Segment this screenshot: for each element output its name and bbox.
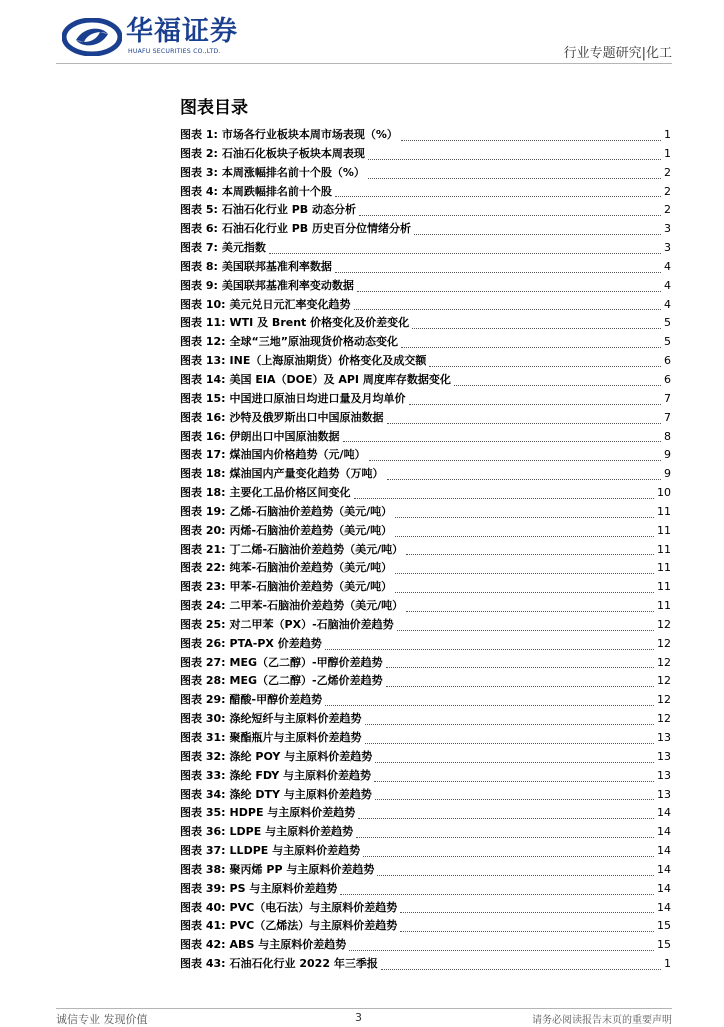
toc-dot-leader: [414, 233, 661, 235]
toc-entry-title: LLDPE 与主原料价差趋势: [229, 844, 361, 858]
toc-entry[interactable]: [180, 823, 671, 842]
toc-entry[interactable]: [180, 729, 671, 748]
toc-entry[interactable]: [180, 804, 671, 823]
toc-entry[interactable]: [180, 541, 671, 560]
toc-dot-leader: [429, 365, 661, 367]
toc-entry-label: 图表 1:: [180, 128, 218, 141]
toc-entry-label: 图表 16:: [180, 429, 226, 443]
toc-dot-leader: [387, 422, 661, 424]
toc-entry-label: 图表 9:: [180, 278, 218, 292]
toc-entry-title: 石油石化行业 PB 历史百分位情绪分析: [221, 222, 411, 236]
toc-entry-label: 图表 3:: [180, 165, 218, 179]
toc-title: 图表目录: [180, 98, 248, 118]
toc-entry-page: 14: [657, 806, 671, 820]
toc-dot-leader: [343, 440, 661, 442]
report-category: 行业专题研究|化工: [563, 46, 672, 61]
toc-dot-leader: [340, 893, 654, 895]
toc-entry[interactable]: [180, 409, 671, 428]
toc-dot-leader: [386, 685, 654, 687]
toc-entry-title: MEG（乙二醇）-甲醇价差趋势: [229, 655, 383, 669]
toc-entry-title: 对二甲苯（PX）-石脑油价差趋势: [229, 617, 394, 631]
toc-entry-label: 图表 25:: [180, 617, 226, 631]
toc-entry-label: 图表 39:: [180, 881, 226, 895]
toc-dot-leader: [395, 591, 654, 593]
toc-entry-page: 14: [657, 825, 671, 839]
toc-entry-label: 图表 26:: [180, 636, 226, 650]
toc-entry-page: 9: [664, 467, 671, 481]
toc-dot-leader: [357, 290, 661, 292]
toc-entry-page: 10: [657, 486, 671, 500]
toc-entry-label: 图表 37:: [180, 844, 226, 858]
toc-entry-title: 煤油国内产量变化趋势（万吨）: [229, 467, 384, 481]
toc-dot-leader: [365, 742, 654, 744]
toc-entry[interactable]: [180, 710, 671, 729]
toc-entry[interactable]: [180, 936, 671, 955]
toc-entry[interactable]: [180, 748, 671, 767]
toc-entry-label: 图表 18:: [180, 467, 226, 481]
toc-entry-label: 图表 14:: [180, 372, 226, 386]
toc-entry[interactable]: [180, 899, 671, 918]
toc-entry-page: 11: [657, 523, 671, 537]
toc-entry[interactable]: [180, 465, 671, 484]
toc-entry-label: 图表 31:: [180, 731, 226, 744]
toc-entry-title: HDPE 与主原料价差趋势: [229, 806, 356, 820]
toc-dot-leader: [335, 271, 661, 273]
toc-entry-page: 11: [657, 504, 671, 518]
toc-entry-title: 煤油国内价格趋势（元/吨）: [229, 448, 366, 462]
toc-entry[interactable]: [180, 371, 671, 390]
toc-entry[interactable]: [180, 503, 671, 522]
toc-entry[interactable]: [180, 201, 671, 220]
toc-entry-page: 3: [664, 241, 671, 255]
toc-entry-title: 全球“三地”原油现货价格动态变化: [229, 335, 399, 349]
toc-entry[interactable]: [180, 672, 671, 691]
toc-entry-label: 图表 5:: [180, 203, 218, 217]
toc-entry-label: 图表 6:: [180, 222, 218, 236]
toc-dot-leader: [356, 836, 654, 838]
toc-entry-page: 9: [664, 448, 671, 462]
toc-entry-label: 图表 43:: [180, 957, 226, 971]
toc-entry[interactable]: [180, 428, 671, 447]
toc-entry-label: 图表 27:: [180, 655, 226, 669]
toc-dot-leader: [368, 158, 661, 160]
toc-entry-title: 市场各行业板块本周市场表现（%）: [221, 128, 398, 141]
toc-entry-title: 石油石化行业 PB 动态分析: [221, 203, 356, 217]
toc-entry-page: 12: [657, 617, 671, 631]
footer-disclaimer: 请务必阅读报告末页的重要声明: [532, 1015, 672, 1026]
toc-entry-page: 3: [664, 222, 671, 236]
toc-entry[interactable]: [180, 522, 671, 541]
toc-entry-title: 涤纶 POY 与主原料价差趋势: [229, 749, 373, 763]
toc-entry-title: PVC（乙烯法）与主原料价差趋势: [229, 919, 398, 933]
toc-entry-page: 11: [657, 542, 671, 556]
toc-entry[interactable]: [180, 635, 671, 654]
toc-entry[interactable]: [180, 880, 671, 899]
toc-list: [180, 126, 671, 974]
toc-dot-leader: [358, 817, 654, 819]
toc-entry-title: 美元兑日元汇率变化趋势: [229, 297, 351, 311]
toc-entry[interactable]: [180, 616, 671, 635]
toc-entry-page: 1: [664, 146, 671, 160]
toc-entry-page: 14: [657, 862, 671, 876]
toc-entry-label: 图表 36:: [180, 825, 226, 839]
toc-dot-leader: [359, 214, 661, 216]
toc-entry-page: 12: [657, 712, 671, 726]
toc-dot-leader: [400, 930, 654, 932]
toc-entry-label: 图表 18:: [180, 486, 226, 500]
toc-dot-leader: [412, 327, 661, 329]
toc-dot-leader: [395, 572, 654, 574]
toc-entry-label: 图表 22:: [180, 561, 226, 575]
toc-entry-page: 11: [657, 561, 671, 575]
toc-entry-title: 聚酯瓶片与主原料价差趋势: [229, 731, 362, 744]
toc-entry[interactable]: [180, 654, 671, 673]
toc-entry-page: 11: [657, 599, 671, 613]
toc-dot-leader: [406, 610, 654, 612]
toc-entry-title: 涤纶 DTY 与主原料价差趋势: [229, 787, 372, 801]
toc-entry[interactable]: [180, 333, 671, 352]
toc-entry-label: 图表 40:: [180, 900, 226, 914]
toc-entry-page: 1: [664, 128, 671, 141]
toc-entry[interactable]: [180, 446, 671, 465]
toc-dot-leader: [401, 139, 661, 141]
toc-entry-label: 图表 10:: [180, 297, 226, 311]
toc-entry-page: 7: [664, 410, 671, 424]
toc-entry[interactable]: [180, 861, 671, 880]
toc-entry-page: 1: [664, 957, 671, 971]
toc-entry[interactable]: [180, 183, 671, 202]
toc-entry-title: PS 与主原料价差趋势: [229, 881, 338, 895]
toc-entry-title: 涤纶短纤与主原料价差趋势: [229, 712, 362, 726]
toc-entry-label: 图表 2:: [180, 146, 218, 160]
toc-entry-title: 沙特及俄罗斯出口中国原油数据: [229, 410, 384, 424]
toc-entry[interactable]: [180, 220, 671, 239]
toc-entry-page: 13: [657, 787, 671, 801]
toc-dot-leader: [381, 968, 661, 970]
toc-entry-page: 4: [664, 259, 671, 273]
toc-entry-page: 6: [664, 354, 671, 368]
toc-entry-label: 图表 32:: [180, 749, 226, 763]
toc-entry-page: 4: [664, 297, 671, 311]
toc-entry-label: 图表 12:: [180, 335, 226, 349]
toc-entry-page: 13: [657, 768, 671, 782]
toc-entry-page: 8: [664, 429, 671, 443]
toc-entry-page: 2: [664, 203, 671, 217]
toc-entry-page: 15: [657, 938, 671, 952]
toc-entry-label: 图表 33:: [180, 768, 226, 782]
toc-entry-label: 图表 23:: [180, 580, 226, 594]
toc-entry[interactable]: [180, 786, 671, 805]
toc-entry[interactable]: [180, 559, 671, 578]
toc-entry-title: ABS 与主原料价差趋势: [229, 938, 347, 952]
toc-entry[interactable]: [180, 239, 671, 258]
toc-dot-leader: [374, 780, 654, 782]
logo-english-name: HUAFU SECURITIES CO.,LTD.: [128, 48, 221, 55]
logo-swirl-icon: [62, 18, 122, 56]
toc-entry-label: 图表 17:: [180, 448, 226, 462]
toc-entry-page: 12: [657, 693, 671, 707]
toc-dot-leader: [325, 704, 654, 706]
toc-dot-leader: [377, 874, 654, 876]
toc-entry[interactable]: [180, 390, 671, 409]
toc-entry-page: 14: [657, 844, 671, 858]
toc-entry-page: 12: [657, 636, 671, 650]
toc-entry-title: 涤纶 FDY 与主原料价差趋势: [229, 768, 372, 782]
toc-entry-title: 美国联邦基准利率数据: [221, 259, 332, 273]
toc-entry-page: 13: [657, 749, 671, 763]
toc-entry-label: 图表 24:: [180, 599, 226, 613]
toc-entry-page: 2: [664, 184, 671, 198]
toc-entry-page: 2: [664, 165, 671, 179]
toc-entry[interactable]: [180, 484, 671, 503]
toc-entry-label: 图表 13:: [180, 354, 226, 368]
toc-entry-page: 7: [664, 391, 671, 405]
toc-entry-page: 13: [657, 731, 671, 744]
toc-entry[interactable]: [180, 145, 671, 164]
toc-entry[interactable]: [180, 258, 671, 277]
toc-entry-page: 11: [657, 580, 671, 594]
toc-dot-leader: [325, 648, 654, 650]
toc-dot-leader: [397, 629, 654, 631]
footer-slogan: 诚信专业 发现价值: [56, 1013, 148, 1026]
toc-entry-page: 4: [664, 278, 671, 292]
toc-entry[interactable]: [180, 578, 671, 597]
toc-entry-label: 图表 28:: [180, 674, 226, 688]
toc-dot-leader: [365, 723, 654, 725]
toc-entry-page: 15: [657, 919, 671, 933]
toc-dot-leader: [368, 177, 661, 179]
toc-entry-label: 图表 8:: [180, 259, 218, 273]
toc-entry-title: 伊朗出口中国原油数据: [229, 429, 340, 443]
toc-dot-leader: [375, 798, 654, 800]
toc-entry-label: 图表 16:: [180, 410, 226, 424]
toc-entry-page: 12: [657, 655, 671, 669]
toc-entry-title: 中国进口原油日均进口量及月均单价: [229, 391, 406, 405]
toc-entry-title: 石油石化行业 2022 年三季报: [229, 957, 378, 971]
toc-entry-label: 图表 35:: [180, 806, 226, 820]
logo-chinese-name: 华福证券: [126, 16, 238, 47]
toc-entry[interactable]: [180, 352, 671, 371]
toc-dot-leader: [369, 459, 661, 461]
toc-entry-label: 图表 7:: [180, 241, 218, 255]
toc-entry-label: 图表 29:: [180, 693, 226, 707]
toc-entry[interactable]: [180, 314, 671, 333]
page-number: 3: [355, 1011, 362, 1024]
toc-entry-title: 二甲苯-石脑油价差趋势（美元/吨）: [229, 599, 404, 613]
toc-entry-title: 乙烯-石脑油价差趋势（美元/吨）: [229, 504, 393, 518]
toc-entry-title: 美国联邦基准利率变动数据: [221, 278, 354, 292]
toc-entry-title: 丁二烯-石脑油价差趋势（美元/吨）: [229, 542, 404, 556]
toc-entry-title: 美元指数: [221, 241, 266, 255]
toc-entry-label: 图表 20:: [180, 523, 226, 537]
toc-entry-title: MEG（乙二醇）-乙烯价差趋势: [229, 674, 383, 688]
toc-entry-title: 石油石化板块子板块本周表现: [221, 146, 365, 160]
toc-entry-title: 本周跌幅排名前十个股: [221, 184, 332, 198]
toc-dot-leader: [400, 911, 654, 913]
toc-entry-title: 醋酸-甲醇价差趋势: [229, 693, 323, 707]
company-logo: [62, 14, 242, 60]
toc-entry-label: 图表 21:: [180, 542, 226, 556]
toc-dot-leader: [375, 761, 654, 763]
toc-entry-title: 美国 EIA（DOE）及 API 周度库存数据变化: [229, 372, 451, 386]
footer-divider: [56, 1008, 672, 1009]
toc-entry-label: 图表 19:: [180, 504, 226, 518]
toc-entry-label: 图表 4:: [180, 184, 218, 198]
toc-entry-title: PTA-PX 价差趋势: [229, 636, 322, 650]
toc-entry-title: 甲苯-石脑油价差趋势（美元/吨）: [229, 580, 393, 594]
toc-entry[interactable]: [180, 917, 671, 936]
toc-dot-leader: [354, 308, 661, 310]
toc-entry-label: 图表 42:: [180, 938, 226, 952]
toc-dot-leader: [401, 346, 661, 348]
toc-dot-leader: [395, 535, 654, 537]
toc-entry[interactable]: [180, 691, 671, 710]
toc-entry-page: 5: [664, 335, 671, 349]
toc-dot-leader: [335, 195, 661, 197]
toc-entry-title: INE（上海原油期货）价格变化及成交额: [229, 354, 427, 368]
toc-entry-page: 6: [664, 372, 671, 386]
toc-dot-leader: [349, 949, 654, 951]
toc-dot-leader: [354, 497, 654, 499]
toc-entry-page: 14: [657, 900, 671, 914]
toc-entry-title: WTI 及 Brent 价格变化及价差变化: [229, 316, 410, 330]
toc-dot-leader: [386, 666, 654, 668]
toc-entry-label: 图表 15:: [180, 391, 226, 405]
toc-entry[interactable]: [180, 955, 671, 974]
toc-dot-leader: [409, 403, 661, 405]
toc-entry[interactable]: [180, 842, 671, 861]
toc-entry-page: 5: [664, 316, 671, 330]
toc-entry-label: 图表 11:: [180, 316, 226, 330]
toc-entry-title: 纯苯-石脑油价差趋势（美元/吨）: [229, 561, 393, 575]
toc-dot-leader: [363, 855, 654, 857]
toc-entry-label: 图表 34:: [180, 787, 226, 801]
toc-entry-label: 图表 38:: [180, 862, 226, 876]
toc-entry-title: 本周涨幅排名前十个股（%）: [221, 165, 365, 179]
toc-entry[interactable]: [180, 277, 671, 296]
toc-entry-title: PVC（电石法）与主原料价差趋势: [229, 900, 398, 914]
toc-entry[interactable]: [180, 597, 671, 616]
toc-entry[interactable]: [180, 126, 671, 145]
toc-dot-leader: [395, 516, 654, 518]
toc-dot-leader: [269, 252, 661, 254]
toc-entry-label: 图表 41:: [180, 919, 226, 933]
toc-entry-title: LDPE 与主原料价差趋势: [229, 825, 354, 839]
toc-entry-title: 聚丙烯 PP 与主原料价差趋势: [229, 862, 375, 876]
toc-entry[interactable]: [180, 164, 671, 183]
toc-dot-leader: [406, 553, 654, 555]
toc-entry[interactable]: [180, 767, 671, 786]
toc-entry-title: 主要化工品价格区间变化: [229, 486, 351, 500]
toc-dot-leader: [454, 384, 661, 386]
toc-entry[interactable]: [180, 296, 671, 315]
toc-entry-label: 图表 30:: [180, 712, 226, 726]
header-divider: [56, 63, 672, 64]
toc-entry-page: 12: [657, 674, 671, 688]
toc-entry-title: 丙烯-石脑油价差趋势（美元/吨）: [229, 523, 393, 537]
toc-entry-page: 14: [657, 881, 671, 895]
toc-dot-leader: [387, 478, 661, 480]
